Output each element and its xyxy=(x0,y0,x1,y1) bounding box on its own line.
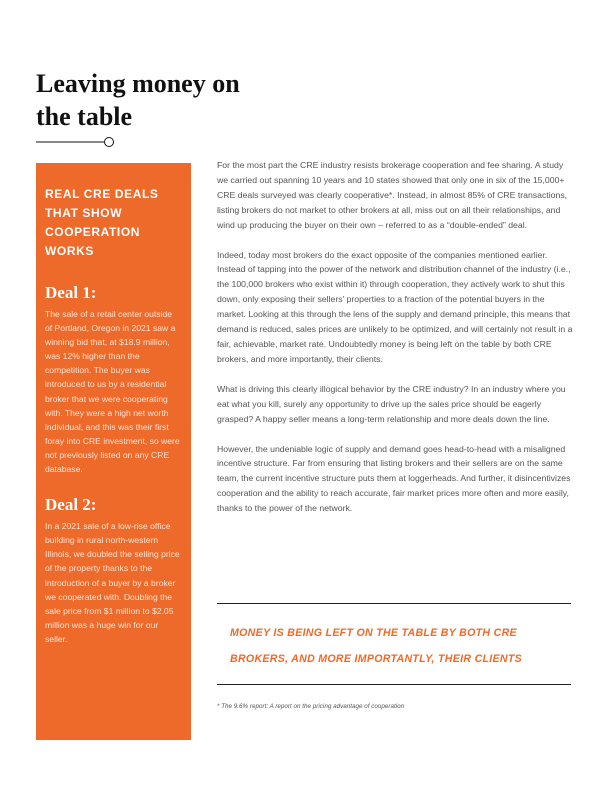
deal-1-text: The sale of a retail center outside of Portland, Oregon in 2021 saw a winning bid that, at $18.9 million, was 12% higher than the competition. The buyer was introduced to us by a residential broker that we were cooperating with. They were a high net worth individual, and this was their first foray into CRE investment, so were not previously listed on any CRE database. xyxy=(45,309,180,475)
sidebar-heading: REAL CRE DEALS THAT SHOW COOPERATION WORKS xyxy=(45,187,159,258)
page-title: Leaving money on the table xyxy=(36,69,240,132)
footnote: * The 9.6% report: A report on the pricing advantage of cooperation xyxy=(217,703,405,710)
deal-2-title: Deal 2: xyxy=(45,495,97,515)
body-paragraph-1: For the most part the CRE industry resists brokerage cooperation and fee sharing. A study we carried out spanning 10 years and 10 states showed that only one in six of the 15,000+ CRE deals surveyed was clearly cooperative*. Instead, in almost 85% of CRE transactions, listing brokers do not market to other brokers at all, miss out on all their relationships, and wind up producing the buyer on their own – referred to as a “double-ended” deal. xyxy=(217,160,568,230)
body-paragraph-4: However, the undeniable logic of supply and demand goes head-to-head with a misaligned incentive structure. Far from ensuring that listing brokers and their sellers are on the same team, the current incentive structure puts them at loggerheads. And further, it disincentivizes cooperation and the ability to reach accurate, fair market prices more often and more easily, thanks to the power of the network. xyxy=(217,443,571,514)
body-paragraph-3: What is driving this clearly illogical behavior by the CRE industry? In an industry where you eat what you kill, surely any opportunity to drive up the sales price should be eagerly grasped? A happy seller means a long-term relationship and more deals down the line. xyxy=(217,383,566,424)
pull-quote-rule-top xyxy=(217,603,571,604)
deals-sidebar xyxy=(36,163,191,740)
deal-2-text: In a 2021 sale of a low-rise office building in rural north-western Illinois, we doubled the selling price of the property thanks to the introduction of a buyer by a broker we cooperated with. Doubling the sale price from $1 million to $2.05 million was a huge win for our seller. xyxy=(45,521,180,644)
pull-quote-rule-bottom xyxy=(217,684,571,685)
title-divider xyxy=(36,135,116,149)
body-paragraph-2: Indeed, today most brokers do the exact opposite of the companies mentioned earlier. Instead of tapping into the power of the network and distribution channel of the industry (i.e., the 100,000 brokers who exist within it) through cooperation, they actively work to shut this down, only exposing their sellers’ properties to a fraction of the potential buyers in the market. Looking at this through the lens of the supply and demand principle, this means that demand is reduced, sales prices are unlikely to be optimized, and will certainly not result in a fair, achievable, market rate. Undoubtedly money is being left on the table by both CRE brokers, and more importantly, their clients. xyxy=(217,249,573,364)
deal-1-title: Deal 1: xyxy=(45,283,97,302)
pull-quote: MONEY IS BEING LEFT ON THE TABLE BY BOTH CRE BROKERS, AND MORE IMPORTANTLY, THEIR CLIENTS xyxy=(230,627,522,665)
main-article xyxy=(217,158,573,531)
